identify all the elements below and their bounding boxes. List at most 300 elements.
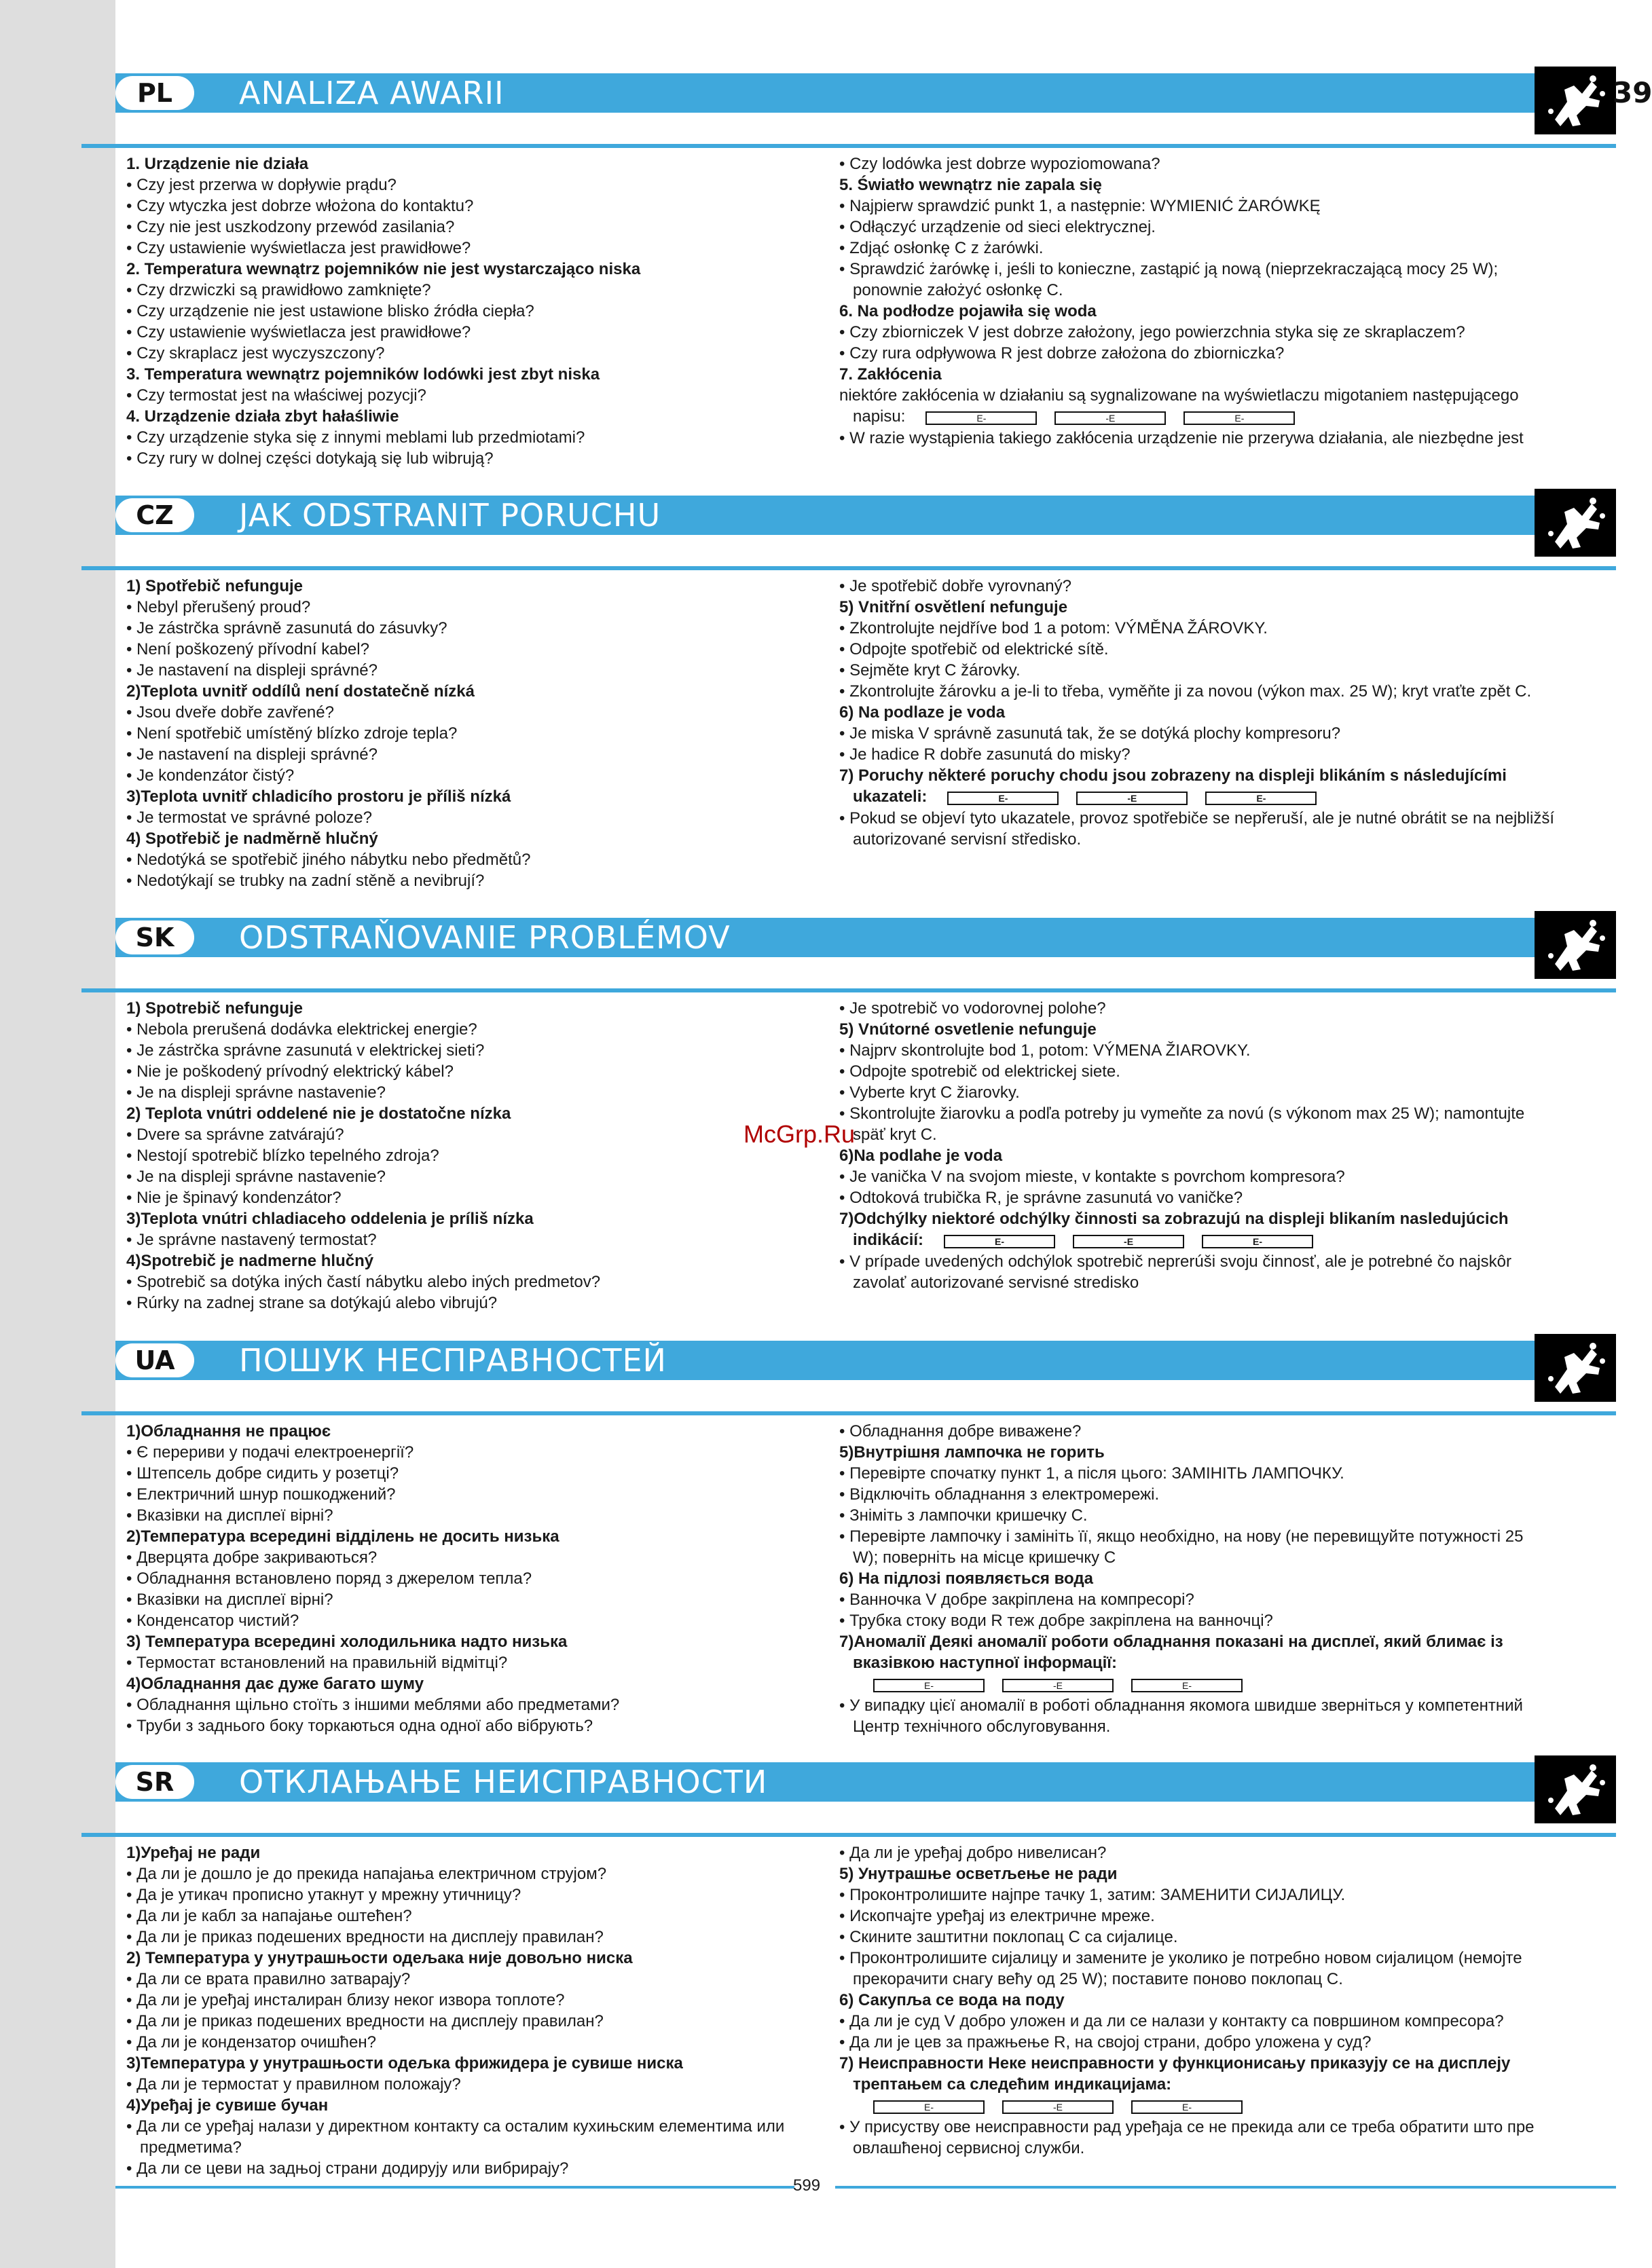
item-text: • Да је утикач прописно утакнут у мрежну утичницу? xyxy=(126,1886,521,1904)
item-heading xyxy=(126,1526,826,1547)
item-line xyxy=(126,1484,826,1505)
display-code-box: E- xyxy=(947,792,1059,805)
item-text: 7) Неисправности Неке неисправности у функционисању приказују се на дисплеју xyxy=(839,2054,1511,2072)
item-heading xyxy=(126,1673,826,1694)
item-text: 7)Аномалії Деякі аномалії роботи обладнання показані на дисплеї, який блимає із xyxy=(839,1633,1503,1651)
item-line xyxy=(839,2138,1539,2159)
item-line xyxy=(839,2011,1539,2032)
item-text: 2) Teplota vnútri oddelené nie je dostatočne nízka xyxy=(126,1104,511,1123)
item-text: • Обладнання щільно стоїть з іншими меблями або предметами? xyxy=(126,1696,620,1714)
item-line xyxy=(126,1694,826,1715)
item-text: • Dvere sa správne zatvárajú? xyxy=(126,1126,344,1144)
item-line xyxy=(839,744,1539,765)
item-heading xyxy=(839,1990,1539,2011)
column-right xyxy=(839,1421,1539,1737)
item-line xyxy=(126,723,826,744)
item-line xyxy=(126,1505,826,1526)
item-line xyxy=(126,1145,826,1166)
item-line xyxy=(839,1251,1539,1272)
item-line xyxy=(126,2137,826,2158)
item-heading xyxy=(126,406,826,427)
item-text: • Обладнання встановлено поряд з джерелом тепла? xyxy=(126,1569,532,1588)
item-text: • Jsou dveře dobře zavřené? xyxy=(126,703,334,722)
item-text: 2) Температура у унутрашњости одељака није довољно ниска xyxy=(126,1949,633,1967)
item-line xyxy=(126,2074,826,2095)
item-line xyxy=(839,196,1539,217)
item-heading xyxy=(126,1103,826,1124)
item-text: • Je nastavení na displeji správné? xyxy=(126,661,378,680)
item-line xyxy=(839,808,1555,829)
item-text: 2. Temperatura wewnątrz pojemników nie jest wystarczająco niska xyxy=(126,260,641,278)
item-line xyxy=(126,1019,826,1040)
item-line xyxy=(126,322,826,343)
item-text: • Да ли је кондензатор очишћен? xyxy=(126,2033,376,2051)
item-line xyxy=(839,1484,1539,1505)
item-heading xyxy=(126,786,826,807)
item-heading xyxy=(839,765,1539,786)
header-rule xyxy=(81,566,1616,570)
item-text: • Є перериви у подачі електроенергії? xyxy=(126,1443,414,1462)
item-line xyxy=(126,238,826,259)
item-line xyxy=(126,807,826,828)
item-text: indikácií: xyxy=(853,1231,924,1249)
item-text: • Да ли је суд V добро уложен и да ли се налази у контакту са површином компресора? xyxy=(839,2012,1504,2030)
item-text: • Odpojte spotřebič od elektrické sítě. xyxy=(839,640,1109,658)
item-line xyxy=(839,829,1539,850)
item-text: • Czy drzwiczki są prawidłowo zamknięte? xyxy=(126,281,431,299)
item-text: • Nestojí spotrebič blízko tepelného zdroja? xyxy=(126,1147,439,1165)
item-line xyxy=(839,1103,1539,1124)
item-text: • Odpojte spotrebič od elektrickej siete. xyxy=(839,1062,1120,1081)
display-code-box: E- xyxy=(1131,2100,1243,2114)
item-text: • Nie je špinavý kondenzátor? xyxy=(126,1189,342,1207)
item-heading xyxy=(126,1208,826,1229)
item-line xyxy=(126,1715,826,1736)
item-text: • Czy urządzenie styka się z innymi meblami lub przedmiotami? xyxy=(126,428,585,447)
item-text: • Najpierw sprawdzić punkt 1, a następnie: WYMIENIĆ ŻARÓWKĘ xyxy=(839,197,1321,215)
item-text: • Je termostat ve správné poloze? xyxy=(126,808,372,827)
item-line xyxy=(126,2032,826,2053)
item-text: 3) Температура всередині холодильника надто низька xyxy=(126,1633,568,1651)
item-text: • Вказівки на дисплеї вірні? xyxy=(126,1506,333,1525)
section-sr xyxy=(0,1762,1616,2178)
language-badge: SR xyxy=(115,1765,194,1799)
item-text: 6) Сакупља се вода на поду xyxy=(839,1991,1065,2009)
item-line xyxy=(839,723,1539,744)
item-line xyxy=(839,217,1539,238)
item-heading xyxy=(839,1019,1539,1040)
item-text: • Sprawdzić żarówkę i, jeśli to konieczne, zastąpić ją nową (nieprzekraczającą mocy 25 W); xyxy=(839,260,1499,278)
item-heading xyxy=(839,174,1539,196)
item-text: • Відключіть обладнання з електромережі. xyxy=(839,1485,1160,1504)
item-heading xyxy=(126,1631,826,1652)
item-line xyxy=(126,1124,826,1145)
item-text: 5) Vnitřní osvětlení nefunguje xyxy=(839,598,1068,616)
footer-page-number: 599 xyxy=(793,2176,821,2195)
item-line xyxy=(126,1547,826,1568)
item-heading xyxy=(126,681,826,702)
item-text: 7) Poruchy některé poruchy chodu jsou zobrazeny na displeji blikáním s následujícími xyxy=(839,766,1507,785)
item-line xyxy=(839,1187,1539,1208)
item-text: • Да ли се врата правилно затварају? xyxy=(126,1970,411,1988)
item-text: 7)Odchýlky niektoré odchýlky činnosti sa zobrazujú na displeji blikaním nasledujúcich xyxy=(839,1210,1509,1228)
item-line xyxy=(126,639,826,660)
item-heading xyxy=(839,1863,1539,1884)
item-text: autorizované servisní středisko. xyxy=(853,830,1082,849)
item-heading xyxy=(839,2074,1539,2095)
column-left xyxy=(126,153,826,469)
item-heading xyxy=(839,1652,1539,1673)
footer-rule-right xyxy=(835,2186,1616,2189)
item-line xyxy=(839,280,1539,301)
display-code-box: E- xyxy=(1205,792,1317,805)
item-heading xyxy=(126,2095,826,2116)
language-badge: SK xyxy=(115,921,194,954)
item-text: • Трубка стоку води R теж добре закріплена на ванночці? xyxy=(839,1612,1273,1630)
item-text: • Najprv skontrolujte bod 1, potom: VÝMENA ŽIAROVKY. xyxy=(839,1041,1251,1060)
item-text: • Skontrolujte žiarovku a podľa potreby ju vymeňte za novú (s výkonom max 25 W); namontujte xyxy=(839,1104,1525,1123)
item-line xyxy=(126,1589,826,1610)
item-line xyxy=(839,153,1539,174)
item-text: • Spotrebič sa dotýka iných častí nábytku alebo iných predmetov? xyxy=(126,1273,601,1291)
item-heading xyxy=(839,1442,1539,1463)
item-line xyxy=(126,343,826,364)
display-code-box: -E xyxy=(1054,411,1166,425)
section-cz xyxy=(0,496,1616,903)
item-text: • Проконтролишите најпре тачку 1, затим: ЗАМЕНИТИ СИЈАЛИЦУ. xyxy=(839,1886,1346,1904)
item-line xyxy=(126,174,826,196)
item-text: 6) Na podlaze je voda xyxy=(839,703,1006,722)
item-line xyxy=(126,1166,826,1187)
item-heading xyxy=(126,576,826,597)
item-line xyxy=(839,1695,1539,1716)
language-badge: UA xyxy=(115,1343,194,1377)
item-text: 6)Na podlahe je voda xyxy=(839,1147,1003,1165)
watermark: McGrp.Ru xyxy=(744,1120,856,1148)
item-line xyxy=(839,322,1539,343)
item-text: • Je vanička V na svojom mieste, v kontakte s povrchom kompresora? xyxy=(839,1168,1345,1186)
item-text: ukazateli: xyxy=(853,787,928,806)
item-text: 3)Teplota uvnitř chladicího prostoru je příliš nízká xyxy=(126,787,511,806)
item-line xyxy=(839,2095,1539,2117)
item-line xyxy=(126,1463,826,1484)
column-left xyxy=(126,1842,826,2179)
item-heading xyxy=(839,2053,1539,2074)
item-line xyxy=(126,1610,826,1631)
item-line xyxy=(126,870,826,891)
column-left xyxy=(126,576,826,891)
item-text: • Nie je poškodený prívodný elektrický kábel? xyxy=(126,1062,454,1081)
item-text: • V prípade uvedených odchýlok spotrebič neprerúši svoju činnosť, ale je potrebné čo najskôr xyxy=(839,1252,1511,1271)
item-line xyxy=(126,1040,826,1061)
item-line xyxy=(126,427,826,448)
column-right xyxy=(839,1842,1539,2159)
item-line xyxy=(839,1272,1539,1293)
item-text: • Je miska V správně zasunutá tak, že se dotýká plochy kompresoru? xyxy=(839,724,1341,743)
item-heading xyxy=(126,364,826,385)
item-heading xyxy=(839,301,1539,322)
item-heading xyxy=(126,1250,826,1271)
section-title: ODSTRAŇOVANIE PROBLÉMOV xyxy=(239,919,731,956)
display-code-indicators xyxy=(947,787,1334,808)
display-code-box: -E xyxy=(1002,2100,1114,2114)
item-text: • Czy ustawienie wyświetlacza jest prawidłowe? xyxy=(126,239,471,257)
item-line xyxy=(839,660,1539,681)
column-left xyxy=(126,998,826,1314)
section-header xyxy=(81,73,1652,113)
item-text: • Je hadice R dobře zasunutá do misky? xyxy=(839,745,1131,764)
item-heading xyxy=(839,786,1539,808)
item-text: • W razie wystąpienia takiego zakłócenia urządzenie nie przerywa działania, ale niezbędne jest xyxy=(839,429,1524,448)
item-text: • Czy nie jest uszkodzony przewód zasilania? xyxy=(126,218,455,236)
item-line xyxy=(126,1863,826,1884)
item-text: ponownie założyć osłonkę C. xyxy=(853,281,1063,299)
item-text: • Je na displeji správne nastavenie? xyxy=(126,1168,386,1186)
item-line xyxy=(839,1610,1539,1631)
section-header xyxy=(81,918,1616,957)
item-text: • Je správne nastavený termostat? xyxy=(126,1231,377,1249)
item-line xyxy=(126,448,826,469)
display-code-box: E- xyxy=(1183,411,1295,425)
item-text: • Odtoková trubička R, je správne zasunutá vo vaničke? xyxy=(839,1189,1243,1207)
item-text: 2)Teplota uvnitř oddílů není dostatečně nízká xyxy=(126,682,475,701)
item-text: 1) Spotřebič nefunguje xyxy=(126,577,304,595)
column-right xyxy=(839,998,1539,1293)
item-text: • Czy rura odpływowa R jest dobrze założona do zbiorniczka? xyxy=(839,344,1285,362)
item-text: 2)Температура всередині відділень не досить низька xyxy=(126,1527,559,1546)
display-code-box: E- xyxy=(944,1235,1055,1248)
troubleshooting-hand-icon xyxy=(1535,1334,1616,1402)
item-line xyxy=(126,280,826,301)
header-rule xyxy=(81,144,1616,148)
item-text: 7. Zakłócenia xyxy=(839,365,942,384)
item-line xyxy=(126,702,826,723)
item-text: • Czy ustawienie wyświetlacza jest prawidłowe? xyxy=(126,323,471,341)
item-line xyxy=(839,1421,1539,1442)
item-text: 4)Обладнання дає дуже багато шуму xyxy=(126,1675,424,1693)
item-line xyxy=(126,1568,826,1589)
item-text: • Odłączyć urządzenie od sieci elektrycznej. xyxy=(839,218,1156,236)
item-line xyxy=(126,1061,826,1082)
item-line xyxy=(839,1547,1539,1568)
section-title: ПОШУК НЕСПРАВНОСТЕЙ xyxy=(239,1342,667,1379)
item-line xyxy=(839,343,1539,364)
column-right xyxy=(839,576,1555,850)
troubleshooting-hand-icon xyxy=(1535,489,1616,557)
item-heading xyxy=(126,259,826,280)
item-text: • Да ли је уређај инсталиран близу неког извора топлоте? xyxy=(126,1991,565,2009)
item-text: • Електричний шнур пошкоджений? xyxy=(126,1485,396,1504)
item-line xyxy=(839,1526,1539,1547)
item-line xyxy=(839,1589,1539,1610)
item-text: • Термостат встановлений на правильній відмітці? xyxy=(126,1654,508,1672)
item-line xyxy=(839,1906,1539,1927)
display-code-indicators xyxy=(873,1674,1260,1695)
item-line xyxy=(839,1884,1539,1906)
item-text: 3)Температура у унутрашњости одељка фрижидера је сувише ниска xyxy=(126,2054,683,2072)
item-line xyxy=(839,1505,1539,1526)
item-text: • Czy lodówka jest dobrze wypoziomowana? xyxy=(839,155,1160,173)
item-text: • Czy jest przerwa w dopływie prądu? xyxy=(126,176,397,194)
display-code-box: -E xyxy=(1002,1679,1114,1692)
item-line xyxy=(126,597,826,618)
item-text: späť kryt C. xyxy=(853,1126,937,1144)
item-text: • Труби з заднього боку торкаються одна одної або вібрують? xyxy=(126,1717,593,1735)
item-text: 6. Na podłodze pojawiła się woda xyxy=(839,302,1097,320)
item-text: 4)Spotrebič je nadmerne hlučný xyxy=(126,1252,374,1270)
item-text: • Je na displeji správne nastavenie? xyxy=(126,1083,386,1102)
section-title: JAK ODSTRANIT PORUCHU xyxy=(239,497,661,534)
display-code-indicators xyxy=(873,2096,1260,2117)
footer-rule-left xyxy=(115,2186,794,2189)
item-line xyxy=(839,1927,1539,1948)
item-text: 4)Уређај је сувише бучан xyxy=(126,2096,329,2115)
section-ua xyxy=(0,1341,1616,1748)
item-text: • Nebyl přerušený proud? xyxy=(126,598,311,616)
item-line xyxy=(126,2158,826,2179)
display-code-box: E- xyxy=(925,411,1037,425)
item-text: • Nedotýká se spotřebič jiného nábytku nebo předmětů? xyxy=(126,851,531,869)
item-text: • Ископчајте уређај из електричне мреже. xyxy=(839,1907,1155,1925)
item-text: napisu: xyxy=(853,407,906,426)
item-line xyxy=(839,406,1539,428)
item-line xyxy=(126,2011,826,2032)
item-line xyxy=(839,639,1539,660)
display-code-box: -E xyxy=(1076,792,1188,805)
item-text: • У присуству ове неисправности рад уређаја се не прекида али се треба обратити што пре xyxy=(839,2118,1535,2137)
item-line xyxy=(126,1969,826,1990)
display-code-box: E- xyxy=(873,1679,985,1692)
item-heading xyxy=(126,828,826,849)
item-heading xyxy=(839,1145,1539,1166)
header-rule xyxy=(81,1833,1616,1837)
item-text: • Pokud se objeví tyto ukazatele, provoz spotřebiče se nepřeruší, ale je nutné obrátit se na nejbližší xyxy=(839,809,1555,828)
troubleshooting-hand-icon xyxy=(1535,67,1616,134)
item-text: W); поверніть на місце кришечку С xyxy=(853,1548,1116,1567)
item-line xyxy=(126,1927,826,1948)
item-text: • Да ли је термостат у правилном положају? xyxy=(126,2075,461,2094)
item-text: • Sejměte kryt C žárovky. xyxy=(839,661,1021,680)
item-line xyxy=(839,618,1539,639)
item-text: • Да ли је цев за пражњење R, на својој страни, добро уложена у суд? xyxy=(839,2033,1372,2051)
item-text: • Nedotýkají se trubky na zadní stěně a nevibrují? xyxy=(126,872,485,890)
item-heading xyxy=(839,1568,1539,1589)
item-text: • Vyberte kryt C žiarovky. xyxy=(839,1083,1020,1102)
item-text: • Проконтролишите сијалицу и замените је уколико је потребно новом сијалицом (немојте xyxy=(839,1949,1522,1967)
item-text: • Конденсатор чистий? xyxy=(126,1612,299,1630)
item-line xyxy=(839,1124,1539,1145)
item-text: • Zkontrolujte nejdříve bod 1 a potom: VÝMĚNA ŽÁROVKY. xyxy=(839,619,1268,637)
item-line xyxy=(839,1463,1539,1484)
section-header xyxy=(81,1762,1616,1802)
item-text: 5. Światło wewnątrz nie zapala się xyxy=(839,176,1102,194)
item-line xyxy=(126,301,826,322)
item-text: • Rúrky na zadnej strane sa dotýkajú alebo vibrujú? xyxy=(126,1294,498,1312)
item-heading xyxy=(839,1631,1539,1652)
item-line xyxy=(126,1652,826,1673)
item-text: • Je spotřebič dobře vyrovnaný? xyxy=(839,577,1071,595)
item-text: • Není spotřebič umístěný blízko zdroje tepla? xyxy=(126,724,458,743)
section-pl xyxy=(0,73,1652,481)
item-text: • Штепсель добре сидить у розетці? xyxy=(126,1464,399,1483)
column-left xyxy=(126,1421,826,1736)
item-heading xyxy=(839,364,1539,385)
item-heading xyxy=(839,597,1539,618)
item-text: 1)Обладнання не працює xyxy=(126,1422,331,1440)
item-text: 6) На підлозі появляється вода xyxy=(839,1569,1093,1588)
item-text: • Вказівки на дисплеї вірні? xyxy=(126,1591,333,1609)
section-title: ANALIZA AWARII xyxy=(239,75,504,111)
item-line xyxy=(126,1082,826,1103)
header-rule xyxy=(81,988,1616,992)
item-heading xyxy=(126,998,826,1019)
item-heading xyxy=(126,153,826,174)
item-text: • Je nastavení na displeji správné? xyxy=(126,745,378,764)
item-text: 3)Teplota vnútri chladiaceho oddelenia je príliš nízka xyxy=(126,1210,534,1228)
item-text: zavolať autorizované servisné stredisko xyxy=(853,1274,1139,1293)
item-text: • Czy urządzenie nie jest ustawione blisko źródła ciepła? xyxy=(126,302,534,320)
item-line xyxy=(839,576,1539,597)
item-text: • Czy zbiorniczek V jest dobrze założony, jego powierzchnia styka się ze skraplaczem? xyxy=(839,323,1465,341)
item-text: 1. Urządzenie nie działa xyxy=(126,155,309,173)
item-text: • Není poškozený přívodní kabel? xyxy=(126,640,369,658)
item-text: • Zkontrolujte žárovku a je-li to třeba, vyměňte ji za novou (výkon max. 25 W); kryt vraťte zpět C. xyxy=(839,682,1532,701)
item-heading xyxy=(126,1842,826,1863)
item-line xyxy=(126,1442,826,1463)
page-number: 39 xyxy=(1613,76,1652,109)
section-title: ОТКЛАЊАЊЕ НЕИСПРАВНОСТИ xyxy=(239,1764,768,1800)
item-text: • Да ли је уређај добро нивелисан? xyxy=(839,1844,1107,1862)
item-line xyxy=(126,765,826,786)
item-line xyxy=(839,1716,1539,1737)
display-code-indicators xyxy=(925,407,1313,428)
item-heading xyxy=(839,1208,1539,1229)
item-line xyxy=(839,1061,1539,1082)
item-text: • Дверцята добре закриваються? xyxy=(126,1548,378,1567)
item-text: трептањем са следећим индикацијама: xyxy=(853,2075,1172,2094)
display-code-box: E- xyxy=(1202,1235,1313,1248)
language-badge: PL xyxy=(115,76,194,110)
troubleshooting-hand-icon xyxy=(1535,1755,1616,1823)
item-text: • Да ли је приказ подешених вредности на дисплеју правилан? xyxy=(126,2012,604,2030)
item-line xyxy=(839,428,1539,449)
item-line xyxy=(839,2117,1539,2138)
item-line xyxy=(839,238,1539,259)
header-rule xyxy=(81,1411,1616,1415)
item-text: • Zdjąć osłonkę C z żarówki. xyxy=(839,239,1044,257)
item-text: • Да ли се уређај налази у директном контакту са осталим кухињским елементима или xyxy=(126,2117,785,2136)
item-text: 4. Urządzenie działa zbyt hałaśliwie xyxy=(126,407,399,426)
item-line xyxy=(126,744,826,765)
item-text: • Да ли је дошло је до прекида напајања електричном струјом? xyxy=(126,1865,607,1883)
item-text: • Да ли је приказ подешених вредности на дисплеју правилан? xyxy=(126,1928,604,1946)
item-text: • Зніміть з лампочки кришечку С. xyxy=(839,1506,1088,1525)
item-text: • Je zástrčka správne zasunutá v elektrickej sieti? xyxy=(126,1041,485,1060)
item-heading xyxy=(839,702,1539,723)
item-text: • Je spotrebič vo vodorovnej polohe? xyxy=(839,999,1106,1018)
item-text: niektóre zakłócenia w działaniu są sygnalizowane na wyświetlaczu migotaniem następującego xyxy=(839,386,1519,405)
item-line xyxy=(126,618,826,639)
display-code-box: E- xyxy=(873,2100,985,2114)
item-text: 5) Унутрашње осветљење не ради xyxy=(839,1865,1118,1883)
section-header xyxy=(81,496,1616,535)
item-line xyxy=(839,1166,1539,1187)
item-line xyxy=(839,681,1539,702)
item-text: Центр технічного обслуговування. xyxy=(853,1717,1111,1736)
item-text: • Обладнання добре виважене? xyxy=(839,1422,1082,1440)
item-text: • Ванночка V добре закріплена на компресорі? xyxy=(839,1591,1194,1609)
item-line xyxy=(126,196,826,217)
